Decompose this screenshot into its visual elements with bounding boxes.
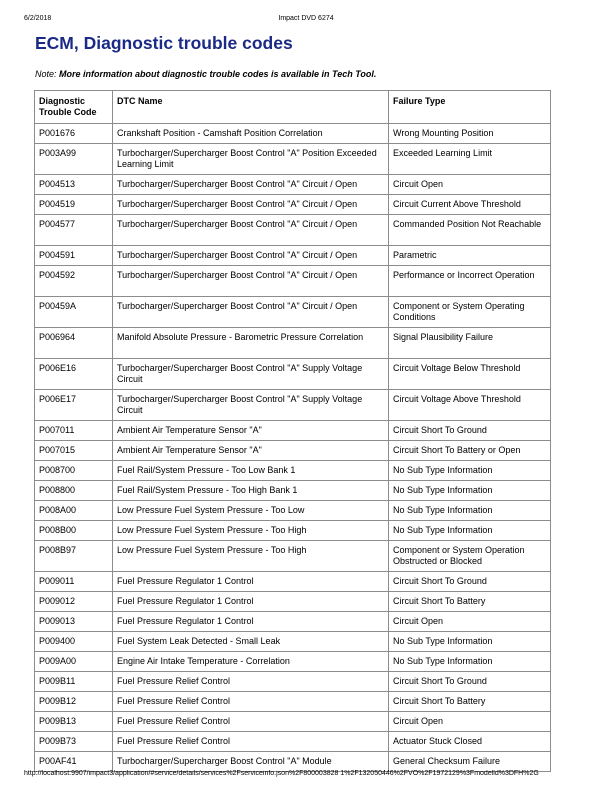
table-row xyxy=(35,195,551,215)
dtc-name-cell: Ambient Air Temperature Sensor "A" xyxy=(113,441,389,461)
dtc-code-cell: P00AF41 xyxy=(35,752,113,772)
failure-type-cell: No Sub Type Information xyxy=(389,521,551,541)
dtc-code-cell: P009013 xyxy=(35,612,113,632)
dtc-name-cell: Engine Air Intake Temperature - Correlation xyxy=(113,652,389,672)
dtc-code-cell: P009B11 xyxy=(35,672,113,692)
note xyxy=(35,69,376,79)
failure-type-cell: Circuit Short To Ground xyxy=(389,572,551,592)
table-row xyxy=(35,632,551,652)
dtc-code-cell: P009011 xyxy=(35,572,113,592)
failure-type-cell: No Sub Type Information xyxy=(389,461,551,481)
dtc-name-cell: Ambient Air Temperature Sensor "A" xyxy=(113,421,389,441)
failure-type-cell: Circuit Short To Battery or Open xyxy=(389,441,551,461)
failure-type-cell: Circuit Voltage Below Threshold xyxy=(389,359,551,390)
failure-type-cell: Wrong Mounting Position xyxy=(389,124,551,144)
table-row xyxy=(35,441,551,461)
failure-type-cell: No Sub Type Information xyxy=(389,501,551,521)
failure-type-cell: Circuit Current Above Threshold xyxy=(389,195,551,215)
dtc-code-cell: P008700 xyxy=(35,461,113,481)
table-row xyxy=(35,521,551,541)
table-row xyxy=(35,144,551,175)
print-date: 6/2/2018 xyxy=(24,15,52,22)
failure-type-cell: No Sub Type Information xyxy=(389,632,551,652)
dtc-code-cell: P008B00 xyxy=(35,521,113,541)
failure-type-cell: Parametric xyxy=(389,246,551,266)
failure-type-cell: Actuator Stuck Closed xyxy=(389,732,551,752)
failure-type-cell: Circuit Open xyxy=(389,712,551,732)
dtc-code-cell: P007011 xyxy=(35,421,113,441)
table-row xyxy=(35,297,551,328)
failure-type-cell: No Sub Type Information xyxy=(389,652,551,672)
failure-type-cell: Component or System Operation Obstructed or Blocked xyxy=(389,541,551,572)
dtc-code-cell: P008800 xyxy=(35,481,113,501)
dtc-name-cell: Fuel Pressure Relief Control xyxy=(113,732,389,752)
page-url: http://localhost:9907/impact3/application/#service/details/services%2Fserviceinfo.json%2F800003828 1%2F132050446%2FVO%2F1972129%3Fmodelld%3DFH%2G xyxy=(24,770,539,777)
dtc-name-cell: Turbocharger/Supercharger Boost Control "A" Module xyxy=(113,752,389,772)
failure-type-cell: Circuit Short To Battery xyxy=(389,592,551,612)
table-row xyxy=(35,246,551,266)
dtc-code-cell: P001676 xyxy=(35,124,113,144)
dtc-code-cell: P009B13 xyxy=(35,712,113,732)
dtc-name-cell: Fuel Pressure Relief Control xyxy=(113,712,389,732)
failure-type-cell: General Checksum Failure xyxy=(389,752,551,772)
failure-type-cell: Component or System Operating Conditions xyxy=(389,297,551,328)
dtc-code-cell: P006E16 xyxy=(35,359,113,390)
dtc-name-cell: Turbocharger/Supercharger Boost Control "A" Circuit / Open xyxy=(113,266,389,297)
note-text: More information about diagnostic trouble codes is available in Tech Tool. xyxy=(59,69,377,79)
dtc-code-cell: P004577 xyxy=(35,215,113,246)
dtc-code-cell: P004592 xyxy=(35,266,113,297)
dtc-name-cell: Fuel System Leak Detected - Small Leak xyxy=(113,632,389,652)
dtc-name-cell: Turbocharger/Supercharger Boost Control "A" Supply Voltage Circuit xyxy=(113,359,389,390)
dtc-table xyxy=(34,90,551,772)
table-row xyxy=(35,712,551,732)
note-prefix: Note: xyxy=(35,69,60,79)
dtc-name-cell: Low Pressure Fuel System Pressure - Too High xyxy=(113,521,389,541)
failure-type-cell: Exceeded Learning Limit xyxy=(389,144,551,175)
table-row xyxy=(35,390,551,421)
table-row xyxy=(35,124,551,144)
dtc-code-cell: P009A00 xyxy=(35,652,113,672)
table-row xyxy=(35,481,551,501)
page-header xyxy=(24,15,588,25)
dtc-code-cell: P009B73 xyxy=(35,732,113,752)
failure-type-cell: Circuit Open xyxy=(389,612,551,632)
document-source: Impact DVD 6274 xyxy=(278,15,334,22)
table-row xyxy=(35,175,551,195)
dtc-name-cell: Fuel Rail/System Pressure - Too High Bank 1 xyxy=(113,481,389,501)
table-row xyxy=(35,752,551,772)
dtc-code-cell: P008A00 xyxy=(35,501,113,521)
dtc-name-cell: Low Pressure Fuel System Pressure - Too High xyxy=(113,541,389,572)
dtc-name-cell: Fuel Pressure Regulator 1 Control xyxy=(113,592,389,612)
table-row xyxy=(35,421,551,441)
page-title: ECM, Diagnostic trouble codes xyxy=(35,33,293,53)
dtc-code-cell: P003A99 xyxy=(35,144,113,175)
dtc-name-cell: Fuel Pressure Relief Control xyxy=(113,692,389,712)
dtc-name-cell: Turbocharger/Supercharger Boost Control "A" Position Exceeded Learning Limit xyxy=(113,144,389,175)
column-header-name: DTC Name xyxy=(113,91,389,124)
dtc-name-cell: Turbocharger/Supercharger Boost Control "A" Circuit / Open xyxy=(113,195,389,215)
failure-type-cell: Signal Plausibility Failure xyxy=(389,328,551,359)
table-body xyxy=(35,124,551,772)
failure-type-cell: Circuit Short To Ground xyxy=(389,672,551,692)
dtc-name-cell: Fuel Pressure Regulator 1 Control xyxy=(113,612,389,632)
dtc-code-cell: P004513 xyxy=(35,175,113,195)
column-header-code: Diagnostic Trouble Code xyxy=(35,91,113,124)
dtc-name-cell: Fuel Pressure Regulator 1 Control xyxy=(113,572,389,592)
table-row xyxy=(35,328,551,359)
failure-type-cell: No Sub Type Information xyxy=(389,481,551,501)
table-row xyxy=(35,215,551,246)
dtc-code-cell: P008B97 xyxy=(35,541,113,572)
failure-type-cell: Performance or Incorrect Operation xyxy=(389,266,551,297)
dtc-code-cell: P006964 xyxy=(35,328,113,359)
table-row xyxy=(35,672,551,692)
dtc-code-cell: P00459A xyxy=(35,297,113,328)
table-row xyxy=(35,266,551,297)
dtc-code-cell: P004591 xyxy=(35,246,113,266)
dtc-name-cell: Turbocharger/Supercharger Boost Control "A" Supply Voltage Circuit xyxy=(113,390,389,421)
failure-type-cell: Circuit Open xyxy=(389,175,551,195)
dtc-name-cell: Crankshaft Position - Camshaft Position Correlation xyxy=(113,124,389,144)
dtc-name-cell: Turbocharger/Supercharger Boost Control "A" Circuit / Open xyxy=(113,246,389,266)
dtc-code-cell: P004519 xyxy=(35,195,113,215)
dtc-code-cell: P009012 xyxy=(35,592,113,612)
dtc-name-cell: Low Pressure Fuel System Pressure - Too Low xyxy=(113,501,389,521)
table-row xyxy=(35,501,551,521)
table-row xyxy=(35,541,551,572)
table-row xyxy=(35,461,551,481)
table-row xyxy=(35,692,551,712)
dtc-code-cell: P006E17 xyxy=(35,390,113,421)
dtc-name-cell: Fuel Pressure Relief Control xyxy=(113,672,389,692)
failure-type-cell: Commanded Position Not Reachable xyxy=(389,215,551,246)
dtc-code-cell: P009B12 xyxy=(35,692,113,712)
dtc-code-cell: P007015 xyxy=(35,441,113,461)
dtc-name-cell: Manifold Absolute Pressure - Barometric Pressure Correlation xyxy=(113,328,389,359)
dtc-name-cell: Turbocharger/Supercharger Boost Control "A" Circuit / Open xyxy=(113,175,389,195)
column-header-failure: Failure Type xyxy=(389,91,551,124)
dtc-name-cell: Turbocharger/Supercharger Boost Control "A" Circuit / Open xyxy=(113,215,389,246)
dtc-code-cell: P009400 xyxy=(35,632,113,652)
table-row xyxy=(35,572,551,592)
failure-type-cell: Circuit Voltage Above Threshold xyxy=(389,390,551,421)
table-header-row xyxy=(35,91,551,124)
table-row xyxy=(35,592,551,612)
failure-type-cell: Circuit Short To Battery xyxy=(389,692,551,712)
dtc-name-cell: Turbocharger/Supercharger Boost Control "A" Circuit / Open xyxy=(113,297,389,328)
table-row xyxy=(35,359,551,390)
failure-type-cell: Circuit Short To Ground xyxy=(389,421,551,441)
table-row xyxy=(35,612,551,632)
table-row xyxy=(35,652,551,672)
table-row xyxy=(35,732,551,752)
dtc-name-cell: Fuel Rail/System Pressure - Too Low Bank 1 xyxy=(113,461,389,481)
